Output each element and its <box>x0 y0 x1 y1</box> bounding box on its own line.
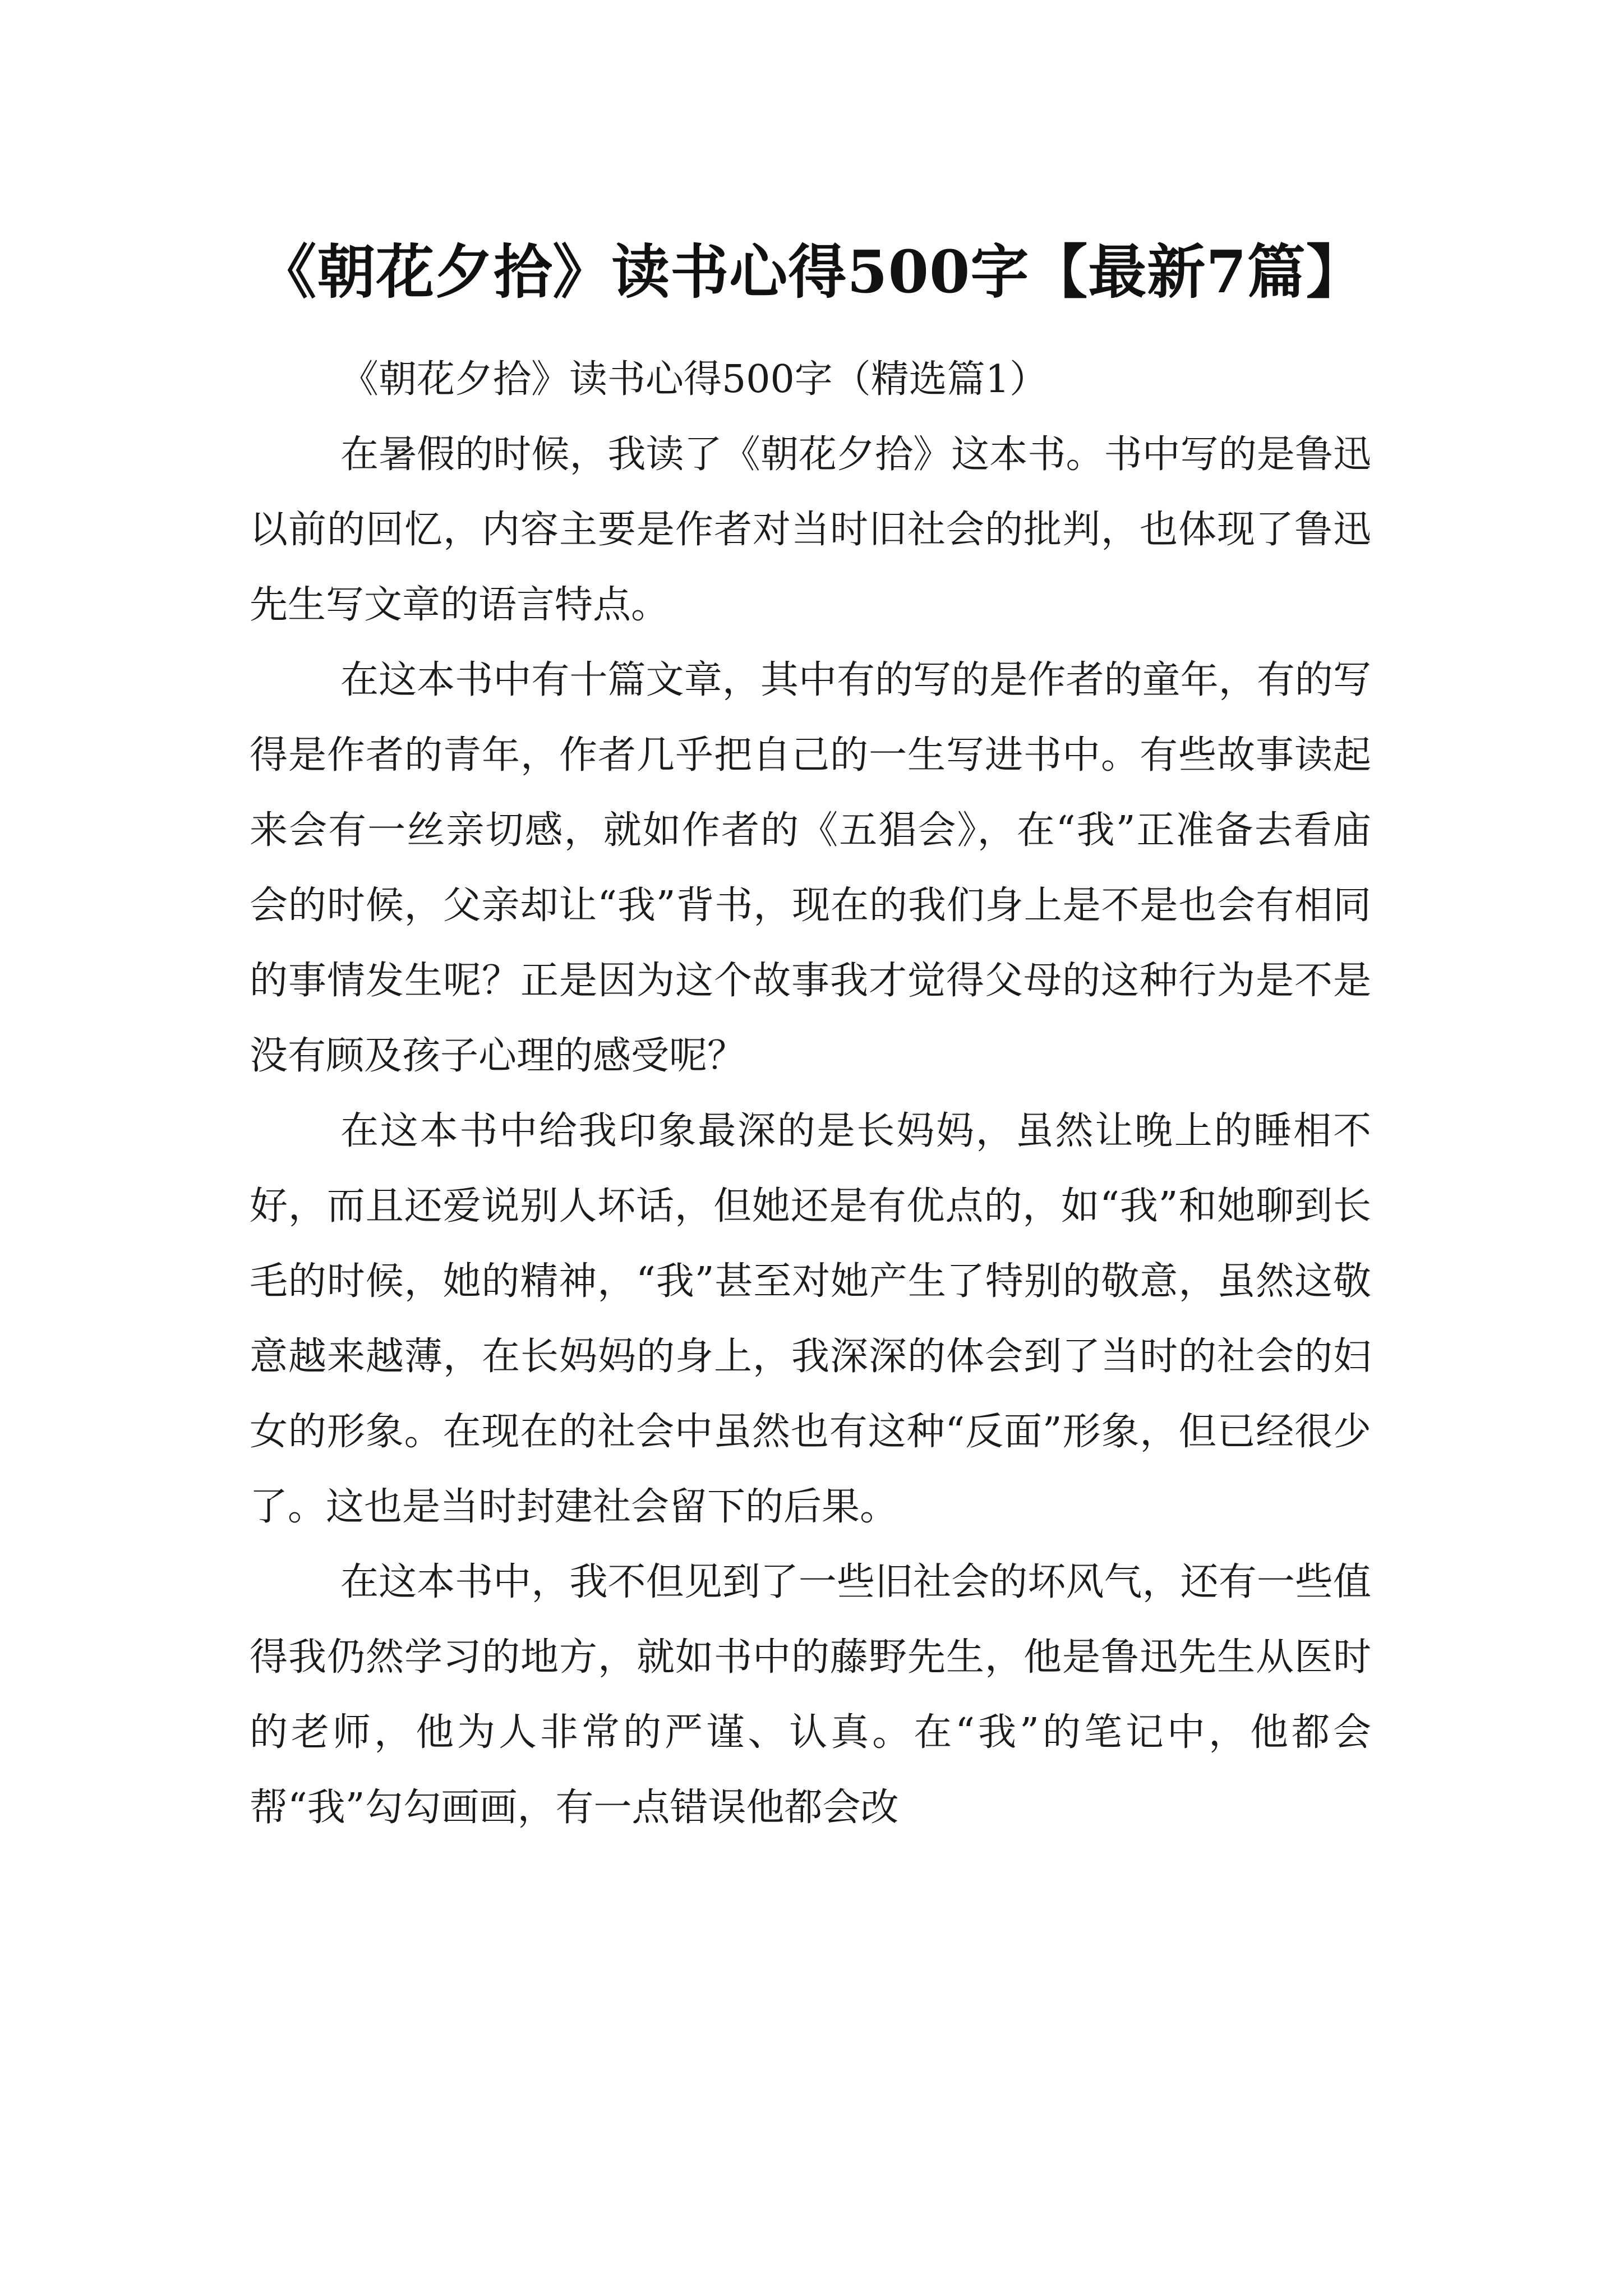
paragraph-4: 在这本书中，我不但见到了一些旧社会的坏风气，还有一些值得我仍然学习的地方，就如书中的藤野先生，他是鲁迅先生从医时的老师，他为人非常的严谨、认真。在“我”的笔记中，他都会帮“我”勾勾画画，有一点错误他都会改 <box>250 1560 1371 1830</box>
paragraph-3: 在这本书中给我印象最深的是长妈妈，虽然让晚上的睡相不好，而且还爱说别人坏话，但她还是有优点的，如“我”和她聊到长毛的时候，她的精神，“我”甚至对她产生了特别的敬意，虽然这敬意越来越薄，在长妈妈的身上，我深深的体会到了当时的社会的妇女的形象。在现在的社会中虽然也有这种“反面”形象，但已经很少了。这也是当时封建社会留下的后果。 <box>250 1109 1371 1529</box>
document-body <box>250 342 1371 1846</box>
document-title: 《朝花夕拾》读书心得500字【最新7篇】 <box>258 237 1365 306</box>
paragraph-1: 在暑假的时候，我读了《朝花夕拾》这本书。书中写的是鲁迅以前的回忆，内容主要是作者对当时旧社会的批判，也体现了鲁迅先生写文章的语言特点。 <box>250 432 1371 627</box>
paragraph-2: 在这本书中有十篇文章，其中有的写的是作者的童年，有的写得是作者的青年，作者几乎把自己的一生写进书中。有些故事读起来会有一丝亲切感，就如作者的《五猖会》，在“我”正准备去看庙会的时候，父亲却让“我”背书，现在的我们身上是不是也会有相同的事情发生呢？正是因为这个故事我才觉得父母的这种行为是不是没有顾及孩子心理的感受呢？ <box>250 658 1371 1078</box>
section-heading: 《朝花夕拾》读书心得500字（精选篇1） <box>340 357 1048 402</box>
